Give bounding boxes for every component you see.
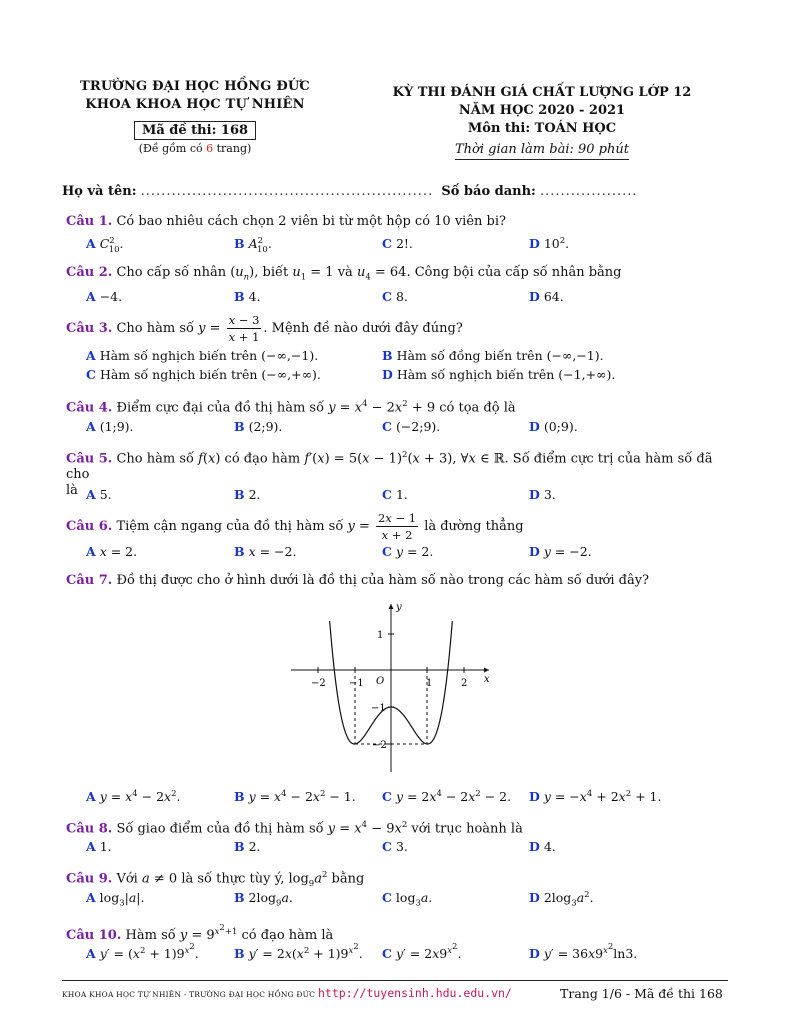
q10-option-b: B $y' = 2x(x^2 + 1)9^{x^2}$. xyxy=(234,942,363,961)
q4-option-b: B (2;9). xyxy=(234,419,283,434)
question-10: Câu 10. Hàm số $y = 9^{x^2+1}$ có đạo hàm là xyxy=(66,923,334,944)
q4-option-a: A (1;9). xyxy=(86,419,134,434)
name-field: ......................................................... xyxy=(140,184,434,199)
exam-code: Mã đề thi: 168 xyxy=(134,121,256,140)
tick-label-x-neg2: −2 xyxy=(311,678,326,689)
q4-option-c: C (−2;9). xyxy=(382,419,441,434)
q9-option-d: D $2\log_3a^2$. xyxy=(529,890,594,909)
exam-title: KỲ THI ĐÁNH GIÁ CHẤT LƯỢNG LỚP 12 xyxy=(392,85,692,100)
tick-label-x-neg1: −1 xyxy=(349,678,364,689)
footer-url-link[interactable]: http://tuyensinh.hdu.edu.vn/ xyxy=(318,986,512,1000)
q6-option-c: C y = 2. xyxy=(382,544,434,559)
q5-option-d: D 3. xyxy=(529,487,556,502)
q3-option-d: D Hàm số nghịch biến trên (−1,+∞). xyxy=(382,367,616,382)
q6-option-b: B x = −2. xyxy=(234,544,297,559)
question-5: Câu 5. Cho hàm số f(x) có đạo hàm $f'(x) = 5(x - 1)^2(x + 3)$, ∀x ∈ ℝ. Số điểm cực trị của hàm số đã cho là xyxy=(66,450,713,499)
tick-label-y-neg1: −1 xyxy=(371,703,386,714)
q10-option-d: D $y' = 36x9^{x^2}\ln 3$. xyxy=(529,942,638,961)
q7-option-a: A $y = x^4 - 2x^2$. xyxy=(86,789,181,805)
function-graph xyxy=(285,598,495,778)
question-8: Câu 8. Số giao điểm của đồ thị hàm số $y = x^4 - 9x^2$ với trục hoành là xyxy=(66,820,523,837)
q9-option-a: A $\log_3|a|$. xyxy=(86,890,145,909)
duration: Thời gian làm bài: 90 phút xyxy=(455,142,629,160)
q3-option-c: C Hàm số nghịch biến trên (−∞,+∞). xyxy=(86,367,321,382)
q8-option-a: A 1. xyxy=(86,839,112,854)
q8-option-b: B 2. xyxy=(234,839,261,854)
q7-option-b: B $y = x^4 - 2x^2 - 1$. xyxy=(234,789,356,805)
tick-label-x-1: 1 xyxy=(426,678,433,689)
q8-option-d: D 4. xyxy=(529,839,556,854)
q10-option-c: C $y' = 2x9^{x^2}$. xyxy=(382,942,462,961)
page-count: (Đề gồm có 6 trang) xyxy=(138,142,252,155)
q7-option-c: C $y = 2x^4 - 2x^2 - 2$. xyxy=(382,789,512,805)
q9-option-c: C $\log_3a$. xyxy=(382,890,433,909)
footer-page-number: Trang 1/6 - Mã đề thi 168 xyxy=(560,986,723,1001)
q6-option-a: A x = 2. xyxy=(86,544,138,559)
question-7: Câu 7. Đồ thị được cho ở hình dưới là đồ thị của hàm số nào trong các hàm số dưới đây? xyxy=(66,573,650,588)
y-axis-arrow xyxy=(389,604,394,609)
q1-option-b: B $A^2_{10}$. xyxy=(234,236,272,255)
question-1: Câu 1. Có bao nhiêu cách chọn 2 viên bi từ một hộp có 10 viên bi? xyxy=(66,214,506,229)
question-2: Câu 2. Cho cấp số nhân $(u_n)$, biết $u_1 = 1$ và $u_4 = 64$. Công bội của cấp số nhân bằng xyxy=(66,265,622,283)
q8-option-c: C 3. xyxy=(382,839,408,854)
tick-label-y-neg2: −2 xyxy=(372,740,387,751)
q2-option-b: B 4. xyxy=(234,289,261,304)
footer-faculty: KHOA KHOA HỌC TỰ NHIÊN - TRƯỜNG ĐẠI HỌC HỒNG ĐỨC xyxy=(62,990,316,999)
y-axis-label: y xyxy=(396,602,402,613)
tick-label-y-1: 1 xyxy=(377,630,384,641)
q2-option-d: D 64. xyxy=(529,289,564,304)
header-left xyxy=(60,78,330,155)
question-6: Câu 6. Tiệm cận ngang của đồ thị hàm số y = $\frac{2x - 1}{x + 2}$ là đường thẳng xyxy=(66,511,524,542)
header-right xyxy=(392,84,692,160)
question-4: Câu 4. Điểm cực đại của đồ thị hàm số $y = x^4 - 2x^2 + 9$ có tọa độ là xyxy=(66,399,516,416)
q6-option-d: D y = −2. xyxy=(529,544,592,559)
q1-option-a: A $C^2_{10}$. xyxy=(86,236,124,255)
x-axis-arrow xyxy=(484,668,489,673)
q4-option-d: D (0;9). xyxy=(529,419,578,434)
x-axis-label: x xyxy=(484,674,490,685)
q1-option-d: D $10^2$. xyxy=(529,236,570,252)
name-label: Họ và tên: xyxy=(62,184,137,199)
q3-option-a: A Hàm số nghịch biến trên (−∞,−1). xyxy=(86,348,319,363)
q5-option-a: A 5. xyxy=(86,487,112,502)
school-year: NĂM HỌC 2020 - 2021 xyxy=(458,103,626,118)
student-info xyxy=(62,184,726,199)
q2-option-c: C 8. xyxy=(382,289,408,304)
q1-option-c: C 2!. xyxy=(382,236,413,251)
q2-option-a: A −4. xyxy=(86,289,123,304)
q3-option-b: B Hàm số đồng biến trên (−∞,−1). xyxy=(382,348,604,363)
footer-rule xyxy=(62,980,728,981)
q5-option-b: B 2. xyxy=(234,487,261,502)
q7-option-d: D $y = -x^4 + 2x^2 + 1$. xyxy=(529,789,662,805)
q5-option-c: C 1. xyxy=(382,487,408,502)
tick-label-x-2: 2 xyxy=(461,678,468,689)
origin-label: O xyxy=(376,676,385,687)
question-3: Câu 3. Cho hàm số y = $\frac{x - 3}{x + 1}$ . Mệnh đề nào dưới đây đúng? xyxy=(66,313,463,344)
q9-option-b: B $2\log_9a$. xyxy=(234,890,293,909)
id-field: ................... xyxy=(540,184,638,199)
subject: Môn thi: TOÁN HỌC xyxy=(467,121,617,136)
faculty-name: KHOA KHOA HỌC TỰ NHIÊN xyxy=(85,97,305,112)
id-label: Số báo danh: xyxy=(441,184,536,199)
question-9: Câu 9. Với a ≠ 0 là số thực tùy ý, $\log_9a^2$ bằng xyxy=(66,870,365,889)
school-name: TRƯỜNG ĐẠI HỌC HỒNG ĐỨC xyxy=(80,79,310,94)
q10-option-a: A $y' = (x^2 + 1)9^{x^2}$. xyxy=(86,942,199,961)
